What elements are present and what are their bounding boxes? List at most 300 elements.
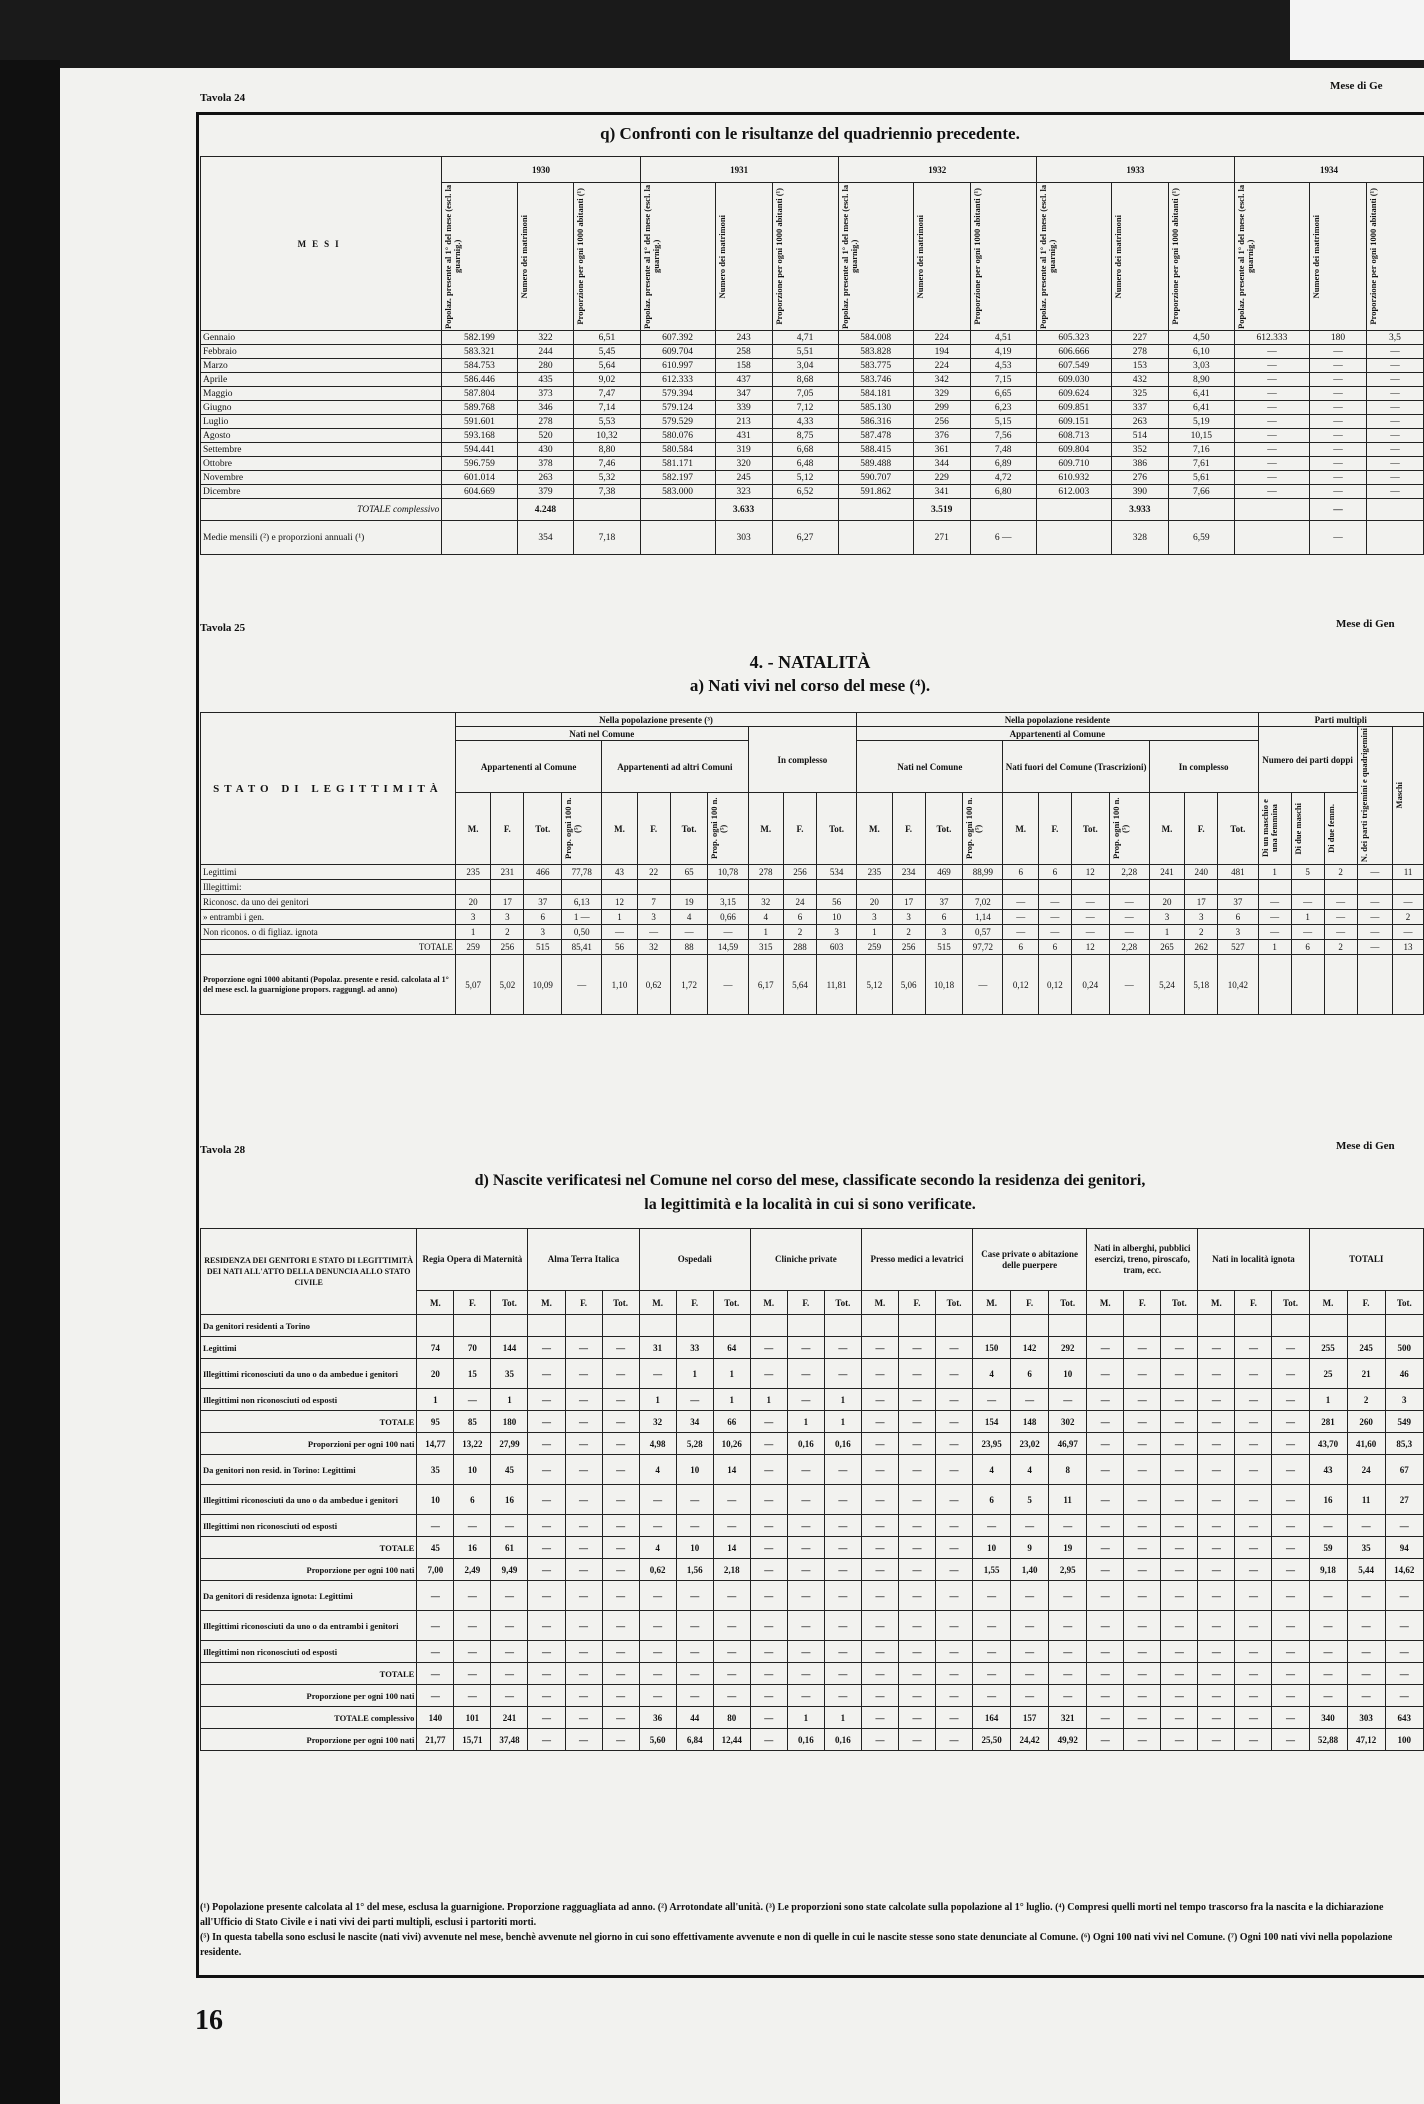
t28-cell: 15	[454, 1359, 491, 1389]
t24-cell: 319	[715, 443, 772, 457]
t28-cell: 1	[417, 1389, 454, 1411]
t24-cell: 601.014	[442, 471, 517, 485]
t28-cell: —	[1272, 1337, 1309, 1359]
t28-cell: —	[1124, 1611, 1161, 1641]
t25-cell: 19	[670, 895, 708, 910]
t24-cell: 6,23	[970, 401, 1036, 415]
t24-medie-cell: 328	[1111, 521, 1168, 555]
t28-cell: —	[898, 1389, 935, 1411]
t28-cell: —	[787, 1359, 824, 1389]
t28-cell: —	[936, 1433, 973, 1455]
t28-mf-header: F.	[1235, 1291, 1272, 1315]
t28-cell: —	[565, 1433, 602, 1455]
t28-cell: —	[1235, 1537, 1272, 1559]
t28-cell: —	[1198, 1729, 1235, 1751]
t24-cell: 7,47	[574, 387, 640, 401]
t28-cell: —	[1161, 1433, 1198, 1455]
t25-cell: 85,41	[562, 940, 602, 955]
t24-cell: 583.000	[640, 485, 715, 499]
t25-cell: —	[1291, 895, 1324, 910]
t28-row	[201, 1515, 1424, 1537]
t28-cell: —	[1309, 1611, 1347, 1641]
t28-cell: —	[602, 1641, 639, 1663]
t25-cell: 56	[602, 940, 637, 955]
t24-cell: 586.446	[442, 373, 517, 387]
t28-cell: —	[565, 1455, 602, 1485]
t25-prop-cell: —	[708, 955, 748, 1015]
t28-cell: —	[602, 1359, 639, 1389]
t28-cell: —	[787, 1663, 824, 1685]
t25-cell: 37	[925, 895, 963, 910]
t28-mf-header: Tot.	[1161, 1291, 1198, 1315]
t28-cell: —	[528, 1641, 565, 1663]
t28-cell: —	[565, 1685, 602, 1707]
t24-cell: 609.151	[1036, 415, 1111, 429]
t25-prop-cell: —	[1109, 955, 1149, 1015]
t28-cell: —	[1272, 1455, 1309, 1485]
t25-cell: 6	[925, 910, 963, 925]
t25-cell: 3	[857, 910, 892, 925]
t24-subheader-text: Popolaz. presente al 1° del mese (escl. la guarnig.)	[1235, 184, 1255, 329]
t28-cell: —	[602, 1411, 639, 1433]
t28-cell: —	[1087, 1411, 1124, 1433]
t28-cell: —	[787, 1455, 824, 1485]
t28-row-label: Illegittimi non riconosciuti od esposti	[201, 1515, 417, 1537]
t25-app-altri: Appartenenti ad altri Comuni	[602, 741, 748, 793]
t28-cell: 2,95	[1049, 1559, 1087, 1581]
t25-num-doppi: Numero dei parti doppi	[1258, 727, 1357, 793]
t25-cell: 235	[455, 865, 490, 880]
t28-cell: 4	[973, 1359, 1011, 1389]
t28-cell: —	[787, 1485, 824, 1515]
t28-cell: 24,42	[1011, 1729, 1049, 1751]
t25-cell: 3	[455, 910, 490, 925]
t25-cell: —	[1324, 925, 1357, 940]
t28-cell: —	[973, 1611, 1011, 1641]
t25-cell: 2	[1324, 865, 1357, 880]
footnote-1: (¹) Popolazione presente calcolata al 1° del mese, esclusa la guarnigione. Proporzione ragguagliata ad anno. (²) Arrotondate all'unità. (³) Le proporzioni sono state calcolate sulla popolazione al 1° luglio. (⁴) Compresi quelli morti nel tempo trascorso fra la nascita e la dichiarazione all'Ufficio di Stato Civile e i nati vivi dei parti multipli, esclusi i partoriti morti.	[200, 1902, 1384, 1928]
t28-cell: 27,99	[491, 1433, 528, 1455]
t28-cell: —	[1198, 1411, 1235, 1433]
t24-subheader-text: Numero dei matrimoni	[518, 214, 529, 299]
t28-cell: —	[1309, 1515, 1347, 1537]
t28-cell: 43	[1309, 1455, 1347, 1485]
footnote-2: (⁵) In questa tabella sono esclusi le nascite (nati vivi) avvenute nel mese, benchè avvenute nel giorno in cui sono effettivamente avvenute e non di quelle in cui le nascite stesse sono state denunciate al Comune. (⁶) Ogni 100 nati vivi nel Comune. (⁷) Ogni 100 nati vivi nella popolazione residente.	[200, 1932, 1393, 1958]
t25-doppi-text: Di due femm.	[1325, 804, 1336, 853]
t28-cell: —	[936, 1641, 973, 1663]
t25-mf-header: Tot.	[817, 793, 857, 865]
t24-cell: 322	[517, 331, 574, 345]
t24-total-row	[201, 499, 1424, 521]
t28-cell: —	[1198, 1537, 1235, 1559]
t28-row-label: Illegittimi riconosciuti da uno o da ambedue i genitori	[201, 1359, 417, 1389]
t28-cell	[898, 1315, 935, 1337]
t25-cell: 88,99	[963, 865, 1003, 880]
t24-cell: 579.529	[640, 415, 715, 429]
t28-cell: 157	[1011, 1707, 1049, 1729]
t28-cell: —	[1161, 1641, 1198, 1663]
t24-cell: 604.669	[442, 485, 517, 499]
t28-cell: —	[824, 1685, 861, 1707]
t24-cell: 591.601	[442, 415, 517, 429]
t25-cell	[602, 880, 637, 895]
t25-cell: 3,15	[708, 895, 748, 910]
t28-cell: —	[1347, 1611, 1385, 1641]
t24-empty-cell	[838, 499, 913, 521]
t28-cell: —	[1087, 1337, 1124, 1359]
t28-cell: 35	[1347, 1537, 1385, 1559]
t28-cell: —	[1087, 1485, 1124, 1515]
t25-row-label: Non riconos. o di figliaz. ignota	[201, 925, 456, 940]
t25-cell: —	[1258, 895, 1291, 910]
t25-cell: 2	[491, 925, 524, 940]
t24-cell: 584.753	[442, 359, 517, 373]
t25-cell: —	[1109, 910, 1149, 925]
t28-cell: —	[973, 1581, 1011, 1611]
t24-year-1934: 1934	[1234, 157, 1423, 183]
t28-cell: 35	[417, 1455, 454, 1485]
t28-cell: —	[491, 1685, 528, 1707]
t25-cell: 265	[1149, 940, 1184, 955]
t24-cell: —	[1310, 359, 1367, 373]
t28-cell: —	[898, 1537, 935, 1559]
t25-cell: 256	[491, 940, 524, 955]
t25-cell	[1071, 880, 1109, 895]
t25-cell	[562, 880, 602, 895]
t28-cell: 0,16	[824, 1433, 861, 1455]
t28-cell: —	[1087, 1455, 1124, 1485]
t28-title-line2: la legittimità e la località in cui si sono verificate.	[644, 1196, 976, 1213]
t24-cell: —	[1366, 443, 1423, 457]
t25-cell: 6	[1038, 865, 1071, 880]
facing-page-corner	[1290, 0, 1424, 60]
t24-subheader-text: Proporzione per ogni 1000 abitanti (¹)	[773, 188, 784, 325]
t28-mf-header: M.	[1087, 1291, 1124, 1315]
t24-medie-cell: 303	[715, 521, 772, 555]
t25-cell: —	[1393, 895, 1424, 910]
t28-cell: —	[565, 1485, 602, 1515]
t28-cell: —	[1235, 1433, 1272, 1455]
t24-row	[201, 359, 1424, 373]
t24-cell: 593.168	[442, 429, 517, 443]
t28-cell: —	[1198, 1433, 1235, 1455]
t24-cell: 390	[1111, 485, 1168, 499]
t25-mf-header	[708, 793, 748, 865]
t28-cell: —	[936, 1685, 973, 1707]
t25-cell: 466	[524, 865, 562, 880]
t28-cell: —	[1049, 1581, 1087, 1611]
t28-cell: —	[1124, 1581, 1161, 1611]
t24-cell: 596.759	[442, 457, 517, 471]
t28-cell: —	[1049, 1611, 1087, 1641]
t28-cell: —	[713, 1485, 750, 1515]
t25-prop-label: Proporzione ogni 1000 abitanti (Popolaz. presente e resid. calcolata al 1° del mese escl. la guarnigione propors. raggungl. ad anno)	[201, 955, 456, 1015]
t28-cell: —	[565, 1663, 602, 1685]
t24-row	[201, 373, 1424, 387]
t25-cell: 1	[602, 910, 637, 925]
t28-cell: —	[1087, 1559, 1124, 1581]
t28-cell: 241	[491, 1707, 528, 1729]
t28-cell: —	[1124, 1455, 1161, 1485]
t25-cell: 3	[817, 925, 857, 940]
t24-cell: 361	[913, 443, 970, 457]
t28-cell: 35	[491, 1359, 528, 1389]
t24-cell: 608.713	[1036, 429, 1111, 443]
t24-subheader	[1168, 183, 1234, 331]
t28-cell: —	[1124, 1411, 1161, 1433]
t28-cell: —	[602, 1537, 639, 1559]
t25-cell: 12	[1071, 940, 1109, 955]
t28-cell: —	[1161, 1611, 1198, 1641]
t24-cell: 194	[913, 345, 970, 359]
t28-cell: —	[602, 1685, 639, 1707]
t28-cell: —	[602, 1455, 639, 1485]
t25-group-parti: Parti multipli	[1258, 713, 1423, 727]
t25-prop-row	[201, 955, 1424, 1015]
t28-cell	[639, 1315, 676, 1337]
t25-prop-header: Prop. ogni 100 n. (⁵)	[1110, 797, 1130, 860]
t25-mf-header	[562, 793, 602, 865]
t28-cell: —	[528, 1581, 565, 1611]
t28-cell: —	[1049, 1641, 1087, 1663]
t24-cell: —	[1234, 401, 1309, 415]
t28-cell: —	[639, 1485, 676, 1515]
t24-cell: —	[1310, 373, 1367, 387]
t28-col-header: Nati in località ignota	[1198, 1229, 1309, 1291]
t24-cell: 8,90	[1168, 373, 1234, 387]
t28-cell: —	[565, 1537, 602, 1559]
t24-cell: 582.197	[640, 471, 715, 485]
t28-cell: 16	[491, 1485, 528, 1515]
t28-cell: —	[898, 1359, 935, 1389]
t28-cell: —	[898, 1515, 935, 1537]
t25-cell	[1258, 880, 1291, 895]
t24-empty-cell	[1366, 499, 1423, 521]
t25-mf-header: Tot.	[1071, 793, 1109, 865]
t25-mf-header: F.	[491, 793, 524, 865]
t24-empty-cell	[772, 499, 838, 521]
t24-medie-row	[201, 521, 1424, 555]
t24-cell: 610.997	[640, 359, 715, 373]
t25-cell	[491, 880, 524, 895]
t25-cell: 6	[1218, 910, 1258, 925]
t28-row	[201, 1337, 1424, 1359]
t28-cell: —	[861, 1537, 898, 1559]
t24-cell: 6,89	[970, 457, 1036, 471]
t28-row	[201, 1455, 1424, 1485]
t28-cell: 1	[713, 1389, 750, 1411]
t25-cell: —	[1003, 895, 1038, 910]
t28-row-label: Da genitori residenti a Torino	[201, 1315, 417, 1337]
t28-cell: —	[602, 1485, 639, 1515]
t24-cell: 379	[517, 485, 574, 499]
t28-mf-header: Tot.	[491, 1291, 528, 1315]
t24-cell: 6,52	[772, 485, 838, 499]
t24-title: q) Confronti con le risultanze del quadriennio precedente.	[600, 124, 1020, 143]
t28-cell: 5	[1011, 1485, 1049, 1515]
t25-cell: —	[1109, 925, 1149, 940]
t28-cell: 14	[713, 1455, 750, 1485]
t25-cell	[1393, 880, 1424, 895]
t25-mf-header: F.	[892, 793, 925, 865]
t28-cell: 36	[639, 1707, 676, 1729]
t25-app-comune: Appartenenti al Comune	[455, 741, 601, 793]
t28-cell: —	[750, 1359, 787, 1389]
t25-cell	[857, 880, 892, 895]
t28-cell: —	[1272, 1611, 1309, 1641]
t24-cell: 329	[913, 387, 970, 401]
t25-cell: —	[708, 925, 748, 940]
t24-subheader	[1111, 183, 1168, 331]
t24-month-label: Maggio	[201, 387, 442, 401]
t25-heading: 4. - NATALITÀ	[749, 652, 871, 672]
t24-cell: 7,48	[970, 443, 1036, 457]
t25-cell: 17	[892, 895, 925, 910]
t28-cell: —	[1087, 1685, 1124, 1707]
t28-cell: —	[750, 1729, 787, 1751]
t25-cell: 32	[637, 940, 670, 955]
t24-cell: 437	[715, 373, 772, 387]
t24-cell: —	[1310, 485, 1367, 499]
t25-cell: —	[1071, 910, 1109, 925]
t25-empty-cell	[1258, 955, 1291, 1015]
t25-cell: 0,50	[562, 925, 602, 940]
t28-cell: —	[861, 1485, 898, 1515]
t24-cell: 588.415	[838, 443, 913, 457]
t24-cell: —	[1310, 471, 1367, 485]
t28-row	[201, 1729, 1424, 1751]
t28-row-label: Proporzione per ogni 100 nati	[201, 1729, 417, 1751]
t28-cell: —	[861, 1663, 898, 1685]
t28-mf-header: Tot.	[1385, 1291, 1423, 1315]
t25-cell: 1	[1258, 940, 1291, 955]
t25-cell	[817, 880, 857, 895]
t28-cell: —	[602, 1611, 639, 1641]
t28-cell: —	[750, 1685, 787, 1707]
t28-cell: 0,62	[639, 1559, 676, 1581]
t24-cell: 9,02	[574, 373, 640, 387]
t25-cell	[670, 880, 708, 895]
t25-cell	[708, 880, 748, 895]
t28-col-header: Cliniche private	[750, 1229, 861, 1291]
t28-cell: —	[713, 1515, 750, 1537]
t24-cell: —	[1310, 345, 1367, 359]
t28-mf-header: M.	[861, 1291, 898, 1315]
t24-cell: 609.030	[1036, 373, 1111, 387]
t28-cell: 643	[1385, 1707, 1423, 1729]
t28-col-header: Alma Terra Italica	[528, 1229, 639, 1291]
t25-cell: 37	[1218, 895, 1258, 910]
t24-label: Tavola 24	[200, 92, 246, 104]
t24-total-cell: 3.933	[1111, 499, 1168, 521]
t24-empty-cell	[1036, 521, 1111, 555]
t25-cell: 12	[1071, 865, 1109, 880]
t24-cell: 5,15	[970, 415, 1036, 429]
t24-cell: —	[1234, 373, 1309, 387]
t24-cell: 582.199	[442, 331, 517, 345]
t24-subheader	[442, 183, 517, 331]
t25-cell: 515	[524, 940, 562, 955]
t28-cell: —	[1124, 1433, 1161, 1455]
t24-cell: 344	[913, 457, 970, 471]
t24-cell: 323	[715, 485, 772, 499]
t24-cell: 584.008	[838, 331, 913, 345]
t25-cell: 231	[491, 865, 524, 880]
t25-cell: 20	[857, 895, 892, 910]
t25-cell: 481	[1218, 865, 1258, 880]
t24-medie-cell: 271	[913, 521, 970, 555]
t25-maschi-head	[1393, 727, 1424, 865]
t28-row	[201, 1411, 1424, 1433]
t25-cell: 37	[524, 895, 562, 910]
t24-cell: 158	[715, 359, 772, 373]
t28-cell: 1	[787, 1707, 824, 1729]
t28-cell: —	[1385, 1515, 1423, 1537]
t28-cell: —	[824, 1537, 861, 1559]
t28-cell: 46	[1385, 1359, 1423, 1389]
t25-cell: 7,02	[963, 895, 1003, 910]
t25-cell: —	[670, 925, 708, 940]
t24-row	[201, 331, 1424, 345]
t28-cell: —	[1235, 1337, 1272, 1359]
t24-cell: —	[1234, 443, 1309, 457]
t25-row-label: Illegittimi:	[201, 880, 456, 895]
t28-cell: —	[1272, 1515, 1309, 1537]
t28-cell: 14,77	[417, 1433, 454, 1455]
t28-cell: —	[1198, 1559, 1235, 1581]
t28-mf-header: F.	[1124, 1291, 1161, 1315]
t24-cell: 10,15	[1168, 429, 1234, 443]
t28-cell: —	[936, 1515, 973, 1537]
t25-prop-cell: 5,07	[455, 955, 490, 1015]
t24-medie-cell: —	[1310, 521, 1367, 555]
t28-cell: 14	[713, 1537, 750, 1559]
t28-cell: 80	[713, 1707, 750, 1729]
t28-cell: —	[936, 1611, 973, 1641]
t24-subheader-text: Popolaz. presente al 1° del mese (escl. la guarnig.)	[839, 184, 859, 329]
t25-prop-cell: 1,72	[670, 955, 708, 1015]
t28-cell: —	[936, 1455, 973, 1485]
t28-row-label: TOTALE	[201, 1411, 417, 1433]
t25-cell: 13	[1393, 940, 1424, 955]
t24-cell: 607.392	[640, 331, 715, 345]
t28-cell: —	[1011, 1389, 1049, 1411]
t25-cell: 6	[1003, 940, 1038, 955]
t28-cell: 21	[1347, 1359, 1385, 1389]
footnotes	[200, 1900, 1400, 1960]
t28-cell: —	[528, 1337, 565, 1359]
t25-cell: 65	[670, 865, 708, 880]
t28-cell: 245	[1347, 1337, 1385, 1359]
t28-mf-header: Tot.	[713, 1291, 750, 1315]
t28-row	[201, 1663, 1424, 1685]
t24-cell: 376	[913, 429, 970, 443]
t28-label: Tavola 28	[200, 1144, 246, 1156]
t28-cell: —	[454, 1389, 491, 1411]
t28-mf-header: M.	[639, 1291, 676, 1315]
t25-row	[201, 925, 1424, 940]
t28-cell: 15,71	[454, 1729, 491, 1751]
t24-total-cell: 3.519	[913, 499, 970, 521]
t25-cell: —	[637, 925, 670, 940]
t28-row	[201, 1389, 1424, 1411]
t28-cell: —	[750, 1537, 787, 1559]
t28-cell: 52,88	[1309, 1729, 1347, 1751]
t28-cell: 6	[454, 1485, 491, 1515]
t25-cell: —	[1291, 925, 1324, 940]
t25-cell: 256	[892, 940, 925, 955]
t28-cell: —	[602, 1559, 639, 1581]
